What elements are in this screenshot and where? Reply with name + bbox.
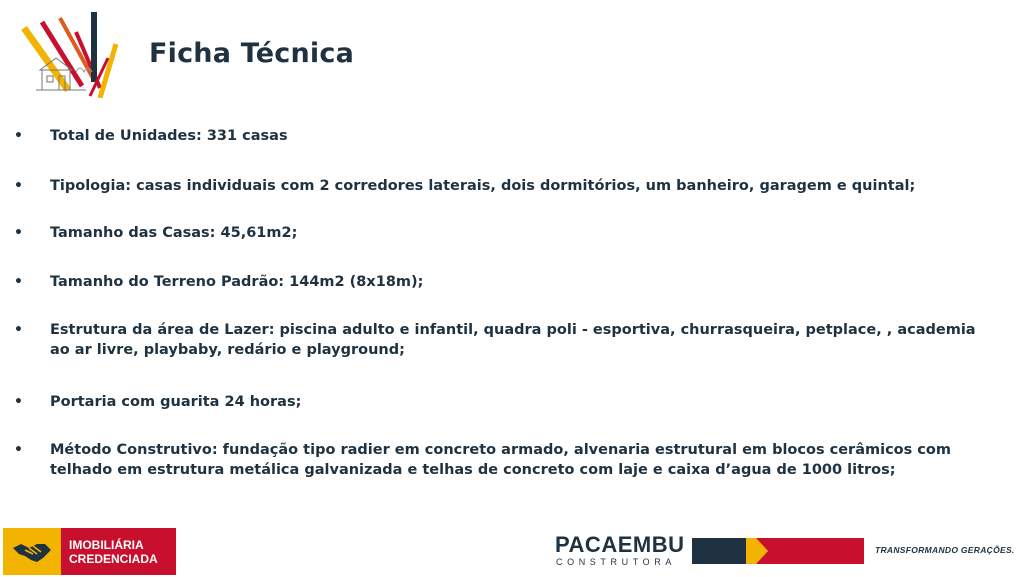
slide-title: Ficha Técnica bbox=[149, 38, 354, 69]
decorative-logo-graphic bbox=[16, 8, 140, 98]
handshake-svg bbox=[11, 538, 53, 566]
list-item-text: Total de Unidades: 331 casas bbox=[50, 128, 288, 144]
list-item-text: Portaria com guarita 24 horas; bbox=[50, 394, 302, 410]
bullet-icon: • bbox=[14, 442, 23, 458]
bullet-icon: • bbox=[14, 225, 23, 241]
brand-stripe-graphic bbox=[692, 538, 864, 564]
brand-name: PACAEMBU bbox=[555, 532, 685, 557]
bullet-icon: • bbox=[14, 128, 23, 144]
bullet-icon: • bbox=[14, 178, 23, 194]
handshake-icon bbox=[3, 528, 61, 575]
bullet-icon: • bbox=[14, 322, 23, 338]
list-item-text: Tamanho do Terreno Padrão: 144m2 (8x18m); bbox=[50, 274, 424, 290]
bullet-icon: • bbox=[14, 394, 23, 410]
badge-line-2: CREDENCIADA bbox=[69, 551, 158, 566]
badge-label bbox=[61, 538, 158, 566]
imobiliaria-credenciada-badge bbox=[3, 528, 176, 575]
list-item-text: Tamanho das Casas: 45,61m2; bbox=[50, 225, 298, 241]
list-item-text: Tipologia: casas individuais com 2 corredores laterais, dois dormitórios, um banheiro, garagem e quintal; bbox=[50, 178, 916, 194]
tagline: TRANSFORMANDO GERAÇÕES. bbox=[875, 545, 1015, 555]
list-item-text: Estrutura da área de Lazer: piscina adulto e infantil, quadra poli - esportiva, churrasqueira, petplace, , academia ao ar livre, playbaby, redário e playground; bbox=[50, 322, 976, 358]
bullet-icon: • bbox=[14, 274, 23, 290]
list-item-text: Método Construtivo: fundação tipo radier em concreto armado, alvenaria estrutural em blocos cerâmicos com telhado em estrutura metálica galvanizada e telhas de concreto com laje e caixa d’agua de 1000 litros; bbox=[50, 442, 951, 478]
brand-subtitle: CONSTRUTORA bbox=[556, 557, 676, 567]
badge-line-1: IMOBILIÁRIA bbox=[69, 537, 144, 552]
